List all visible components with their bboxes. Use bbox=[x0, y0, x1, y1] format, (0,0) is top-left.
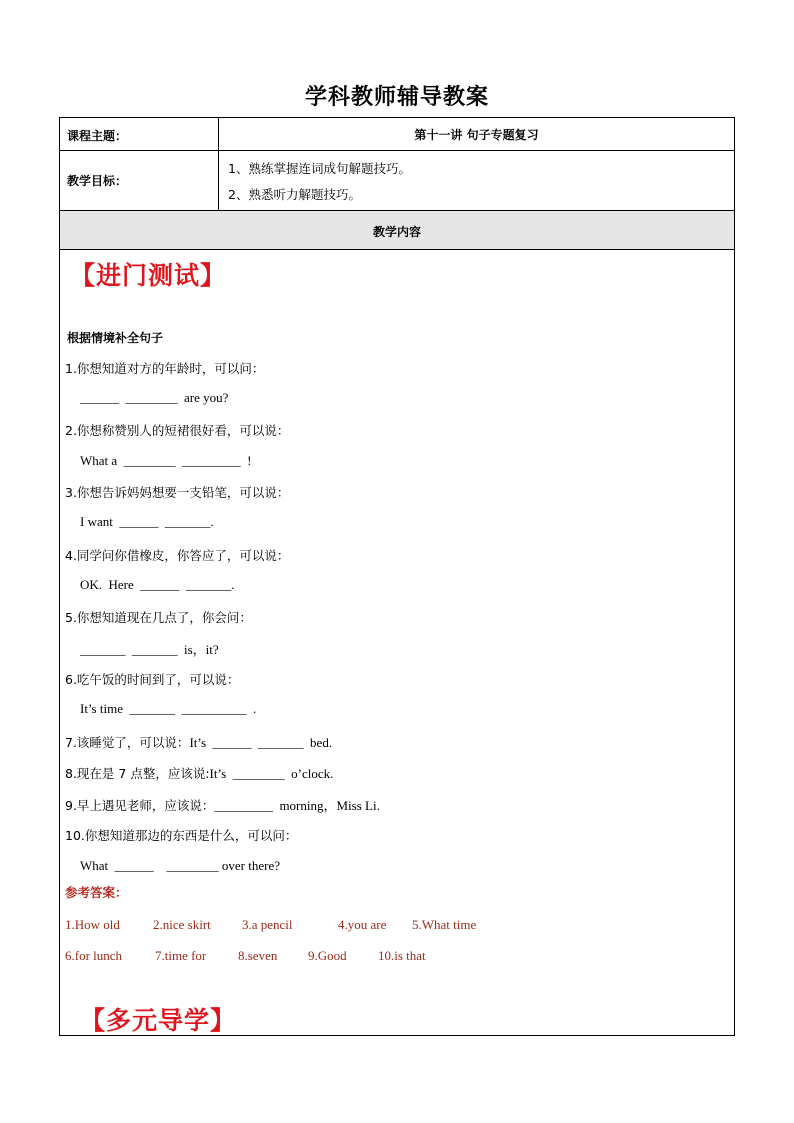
answer-blank-line: It’s time _______ __________ . bbox=[80, 701, 257, 716]
answer-blank-line: _______ _______ is，it? bbox=[80, 642, 219, 657]
answer-key-item: 8.seven bbox=[238, 948, 278, 963]
answer-blank-line: I want ______ _______. bbox=[80, 514, 214, 529]
column-divider bbox=[218, 151, 219, 210]
answer-key-item: 10.is that bbox=[378, 948, 426, 963]
question-text: 9.早上遇见老师，应该说： bbox=[65, 798, 215, 813]
document-title: 学科教师辅导教案 bbox=[304, 85, 489, 110]
content-header: 教学内容 bbox=[372, 225, 421, 239]
question: 10.你想知道那边的东西是什么，可以问： bbox=[65, 828, 298, 843]
answer-blank-line: ______ ________ are you? bbox=[80, 390, 229, 405]
answer-blank-line: It’s ________ o’clock. bbox=[209, 766, 334, 781]
question: 2.你想称赞别人的短裙很好看，可以说： bbox=[65, 423, 290, 438]
question bbox=[65, 795, 380, 814]
answer-blank-line: _________ morning，Miss Li. bbox=[214, 798, 380, 813]
answer-blank-line: It’s ______ _______ bed. bbox=[189, 735, 333, 750]
question: 4.同学问你借橡皮，你答应了，可以说： bbox=[65, 548, 290, 563]
lesson-plan-table bbox=[59, 117, 735, 1036]
section-heading-guided-learning: 【多元导学】 bbox=[80, 1006, 237, 1035]
topic-row bbox=[60, 118, 734, 151]
answer-key-item: 5.What time bbox=[412, 917, 477, 932]
topic-value: 第十一讲 句子专题复习 bbox=[414, 128, 539, 142]
question-text: 7.该睡觉了，可以说： bbox=[65, 735, 190, 750]
section-heading-entry-test: 【进门测试】 bbox=[70, 261, 227, 290]
answer-key-item: 9.Good bbox=[308, 948, 347, 963]
question bbox=[65, 764, 333, 782]
exercise-instruction: 根据情境补全句子 bbox=[67, 331, 164, 345]
question bbox=[65, 733, 332, 751]
question: 3.你想告诉妈妈想要一支铅笔，可以说： bbox=[65, 485, 290, 500]
answer-key-item: 1.How old bbox=[65, 917, 120, 932]
answer-blank-line: What a ________ _________ ! bbox=[80, 453, 252, 468]
answer-key-item: 2.nice skirt bbox=[153, 917, 211, 932]
question-text: 8.现在是 7 点整，应该说: bbox=[65, 766, 210, 781]
answer-blank-line: What ______ ________ over there? bbox=[80, 858, 281, 873]
content-header-row bbox=[60, 211, 734, 250]
topic-label: 课程主题： bbox=[67, 129, 128, 143]
goal-item: 2、熟悉听力解题技巧。 bbox=[228, 187, 361, 202]
goals-row bbox=[60, 151, 734, 211]
goals-label: 教学目标： bbox=[67, 174, 128, 188]
question: 6.吃午饭的时间到了，可以说： bbox=[65, 672, 240, 687]
answer-blank-line: OK. Here ______ _______. bbox=[80, 577, 235, 592]
question: 5.你想知道现在几点了，你会问： bbox=[65, 610, 252, 625]
answer-key-item: 7.time for bbox=[155, 948, 207, 963]
goal-item: 1、熟练掌握连词成句解题技巧。 bbox=[228, 161, 411, 176]
answer-key-item: 3.a pencil bbox=[242, 917, 293, 932]
answer-key-item: 4.you are bbox=[338, 917, 387, 932]
question: 1.你想知道对方的年龄时，可以问： bbox=[65, 361, 265, 376]
answer-key-item: 6.for lunch bbox=[65, 948, 123, 963]
reference-answers-label: 参考答案： bbox=[65, 885, 128, 900]
